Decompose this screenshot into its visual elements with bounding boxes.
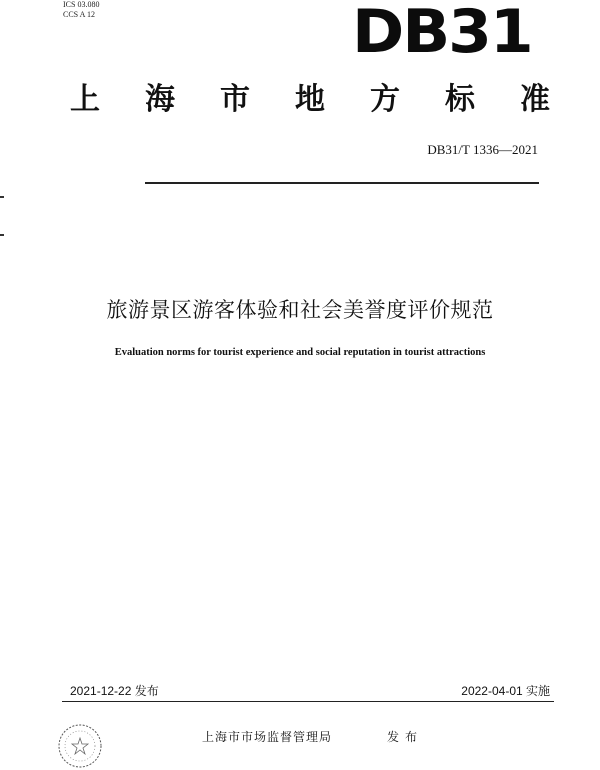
issuing-authority: 上海市市场监督管理局 [202, 730, 333, 744]
ics-code: ICS 03.080 [63, 0, 100, 9]
top-divider [145, 182, 539, 184]
document-title-cn: 旅游景区游客体验和社会美誉度评价规范 [106, 298, 494, 322]
standard-type-char: 上 [70, 82, 100, 117]
standard-type-heading [70, 82, 550, 118]
standard-type-char: 海 [145, 82, 175, 117]
implementation-date: 2022-04-01 实施 [461, 684, 550, 698]
standard-type-char: 市 [220, 82, 250, 117]
ccs-code: CCS A 12 [63, 10, 96, 19]
issue-date: 2021-12-22 发布 [70, 684, 159, 698]
standard-type-char: 方 [370, 82, 400, 117]
margin-mark [0, 196, 4, 198]
standard-type-char: 地 [295, 82, 325, 117]
issuer-action: 发布 [387, 730, 424, 744]
margin-mark [0, 234, 4, 236]
db31-logo: DB31 [352, 0, 532, 67]
standard-type-char: 标 [445, 82, 475, 117]
seal-stamp-icon [56, 722, 104, 770]
standard-type-char: 准 [520, 82, 550, 117]
standard-number: DB31/T 1336—2021 [427, 142, 538, 157]
bottom-divider [62, 701, 554, 702]
document-title-en: Evaluation norms for tourist experience and social reputation in tourist attractions [114, 347, 486, 358]
classification-codes [63, 0, 99, 20]
